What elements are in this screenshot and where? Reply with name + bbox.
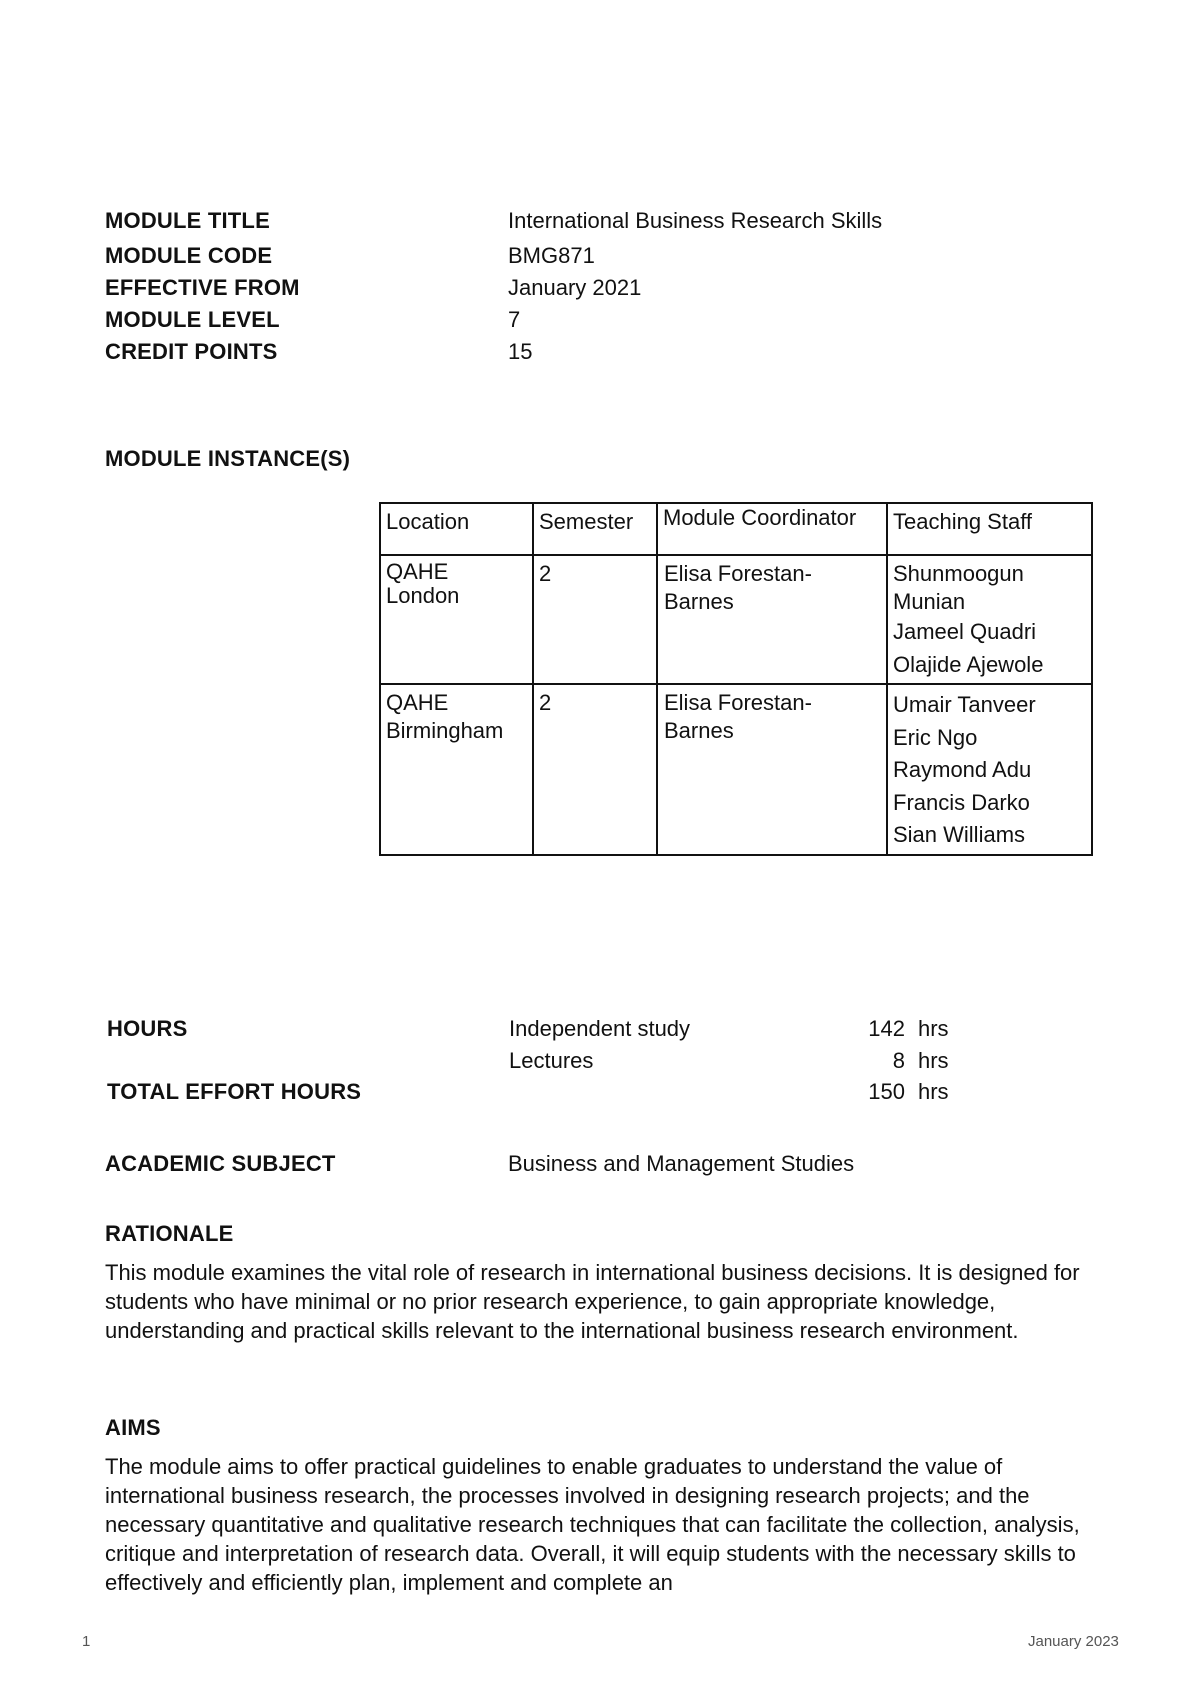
cell-staff [887, 684, 1092, 855]
module-level-value: 7 [508, 307, 521, 332]
cell-location [380, 684, 533, 855]
module-title-value: International Business Research Skills [508, 208, 883, 233]
staff-name: Francis Darko [893, 789, 1030, 815]
staff-name: Umair Tanveer [893, 692, 1036, 717]
header-module-coordinator: Module Coordinator [657, 503, 887, 555]
rationale-heading: RATIONALE [105, 1221, 234, 1246]
hours-item-unit: hrs [918, 1048, 949, 1073]
total-effort-hours-label: TOTAL EFFORT HOURS [107, 1079, 362, 1104]
staff-name: Eric Ngo [893, 724, 978, 750]
aims-text: The module aims to offer practical guidelines to enable graduates to understand the value of international business research, the processes involved in designing research projects; and the necessary quantitative and qualitative research techniques that can facilitate the collection, analysis, critique and interpretation of research data. Overall, it will equip students with the necessary skills to effectively and efficiently plan, implement and complete an [105, 1454, 1080, 1595]
header-location: Location [380, 503, 533, 555]
cell-staff [887, 555, 1092, 684]
staff-name: Jameel Quadri [893, 619, 1037, 644]
cell-semester: 2 [533, 555, 657, 684]
academic-subject-value: Business and Management Studies [508, 1151, 855, 1176]
hours-item-value: 142 [868, 1016, 905, 1041]
coordinator-text: Elisa Forestan-Barnes [664, 690, 812, 743]
module-instances-table [379, 502, 1093, 856]
staff-name: Raymond Adu [893, 757, 1032, 782]
cell-location [380, 555, 533, 684]
hours-item-value: 8 [892, 1048, 905, 1073]
total-effort-hours-value: 150 [868, 1079, 905, 1104]
staff-name: Olajide Ajewole [893, 651, 1044, 677]
effective-from-value: January 2021 [508, 275, 642, 300]
table-row [380, 684, 1092, 855]
location-text: QAHE Birmingham [386, 690, 504, 743]
header-teaching-staff: Teaching Staff [887, 503, 1092, 555]
credit-points-label: CREDIT POINTS [105, 339, 278, 364]
table-header-row [380, 503, 1092, 555]
location-text: QAHE London [386, 559, 460, 608]
module-code-label: MODULE CODE [105, 243, 273, 268]
cell-semester: 2 [533, 684, 657, 855]
effective-from-label: EFFECTIVE FROM [105, 275, 300, 300]
hours-label: HOURS [107, 1016, 188, 1041]
cell-coordinator [657, 684, 887, 855]
rationale-text: This module examines the vital role of research in international business decisions. It is designed for students who have minimal or no prior research experience, to gain appropriate knowledge, understanding and practical skills relevant to the international business research environment. [105, 1260, 1080, 1343]
footer-date: January 2023 [1028, 1633, 1119, 1650]
module-level-label: MODULE LEVEL [105, 307, 280, 332]
table-row [380, 555, 1092, 684]
page-number: 1 [82, 1633, 91, 1650]
staff-name: Shunmoogun Munian [893, 561, 1024, 614]
academic-subject-label: ACADEMIC SUBJECT [105, 1151, 336, 1176]
cell-coordinator [657, 555, 887, 684]
coordinator-text: Elisa Forestan-Barnes [664, 561, 812, 614]
module-code-value: BMG871 [508, 243, 595, 268]
hours-item-name: Independent study [509, 1016, 691, 1041]
header-semester: Semester [533, 503, 657, 555]
aims-heading: AIMS [105, 1415, 161, 1440]
module-title-label: MODULE TITLE [105, 208, 270, 233]
total-effort-hours-unit: hrs [918, 1079, 949, 1104]
hours-item-unit: hrs [918, 1016, 949, 1041]
credit-points-value: 15 [508, 339, 533, 364]
staff-name: Sian Williams [893, 822, 1026, 847]
module-instances-heading: MODULE INSTANCE(S) [105, 446, 351, 471]
hours-item-name: Lectures [509, 1048, 594, 1073]
